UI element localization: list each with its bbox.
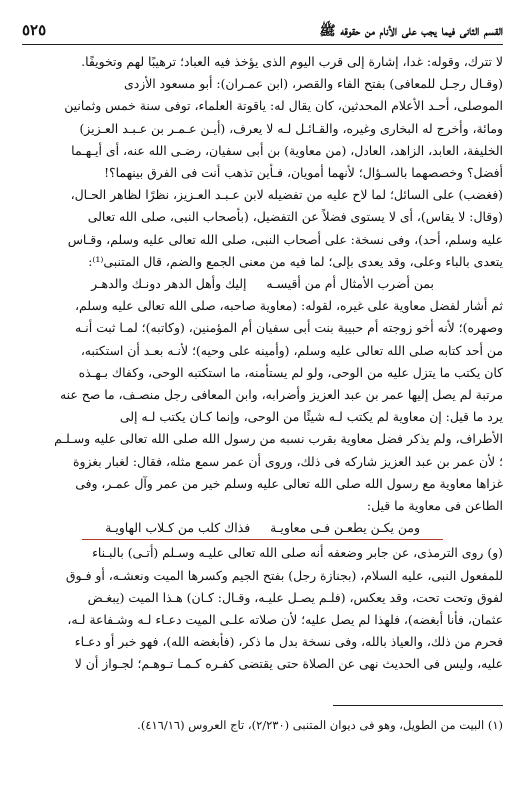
verse-hemistich-left: إليك وأهل الدهر دونـك والدهـر — [91, 276, 247, 292]
text-line: (وقال: لا يقاس)، أى لا يستوى فضلاً عن التفضيل، (بأصحاب النبى، صلى الله تعالى — [87, 209, 503, 225]
verse-hemistich-right: ومن يكـن يطعـن فـى معاويـة — [270, 520, 420, 536]
text-line: الموصلى، أحـد الأعلام المحدثين، كان يقال له: ياقوتة العلماء، توفى سنة خمس وثمانين — [64, 98, 503, 114]
text-line: فحرم من ذلك، والعياذ بالله، وفى نسخة بدل ما ذكر، (فأبغضه الله)، فهو خبر أو دعـاء — [74, 634, 503, 650]
main-text — [22, 51, 503, 676]
header-rule — [22, 44, 503, 45]
verse-hemistich-right: بمن أضرب الأمثال أم من أقيسـه — [266, 276, 434, 292]
text-line: للمفعول النبى، عليه السلام، (بجنازة رجل) بفتح الجيم وكسرها الميت ونعشـه، أو فـوق — [65, 567, 503, 583]
text-line: يتعدى بالباء وعلى، وقد يعدى بإلى؛ لما فيه من معنى الجمع والضم، قال المتنبى⁽¹⁾: — [88, 253, 503, 269]
text-line: (فغضب) على السائل؛ لما لاح عليه من تفضيله لابن عـبـد العـزيز، نظرًا لظاهر الحـال، — [70, 187, 503, 203]
verse-hemistich-left: فذاك كلب من كـلاب الهاويـة — [105, 520, 251, 536]
footnotes — [22, 705, 503, 734]
text-line: الأطراف، ولم يذكر فضل معاوية بقرب نسبه من رسول الله صلى الله تعالى عليه وسـلـم — [54, 431, 503, 447]
running-header — [22, 20, 503, 41]
text-line: الخليفة، العابد، الزاهد، العادل، (من معاوية) بن أبى سفيان، رضـى الله عنه، أى أيـهـما — [71, 142, 503, 158]
text-line: عليه، وليس فى الحديث نهى عن الصلاة حتى يقتضى كفـره كـمـا تـوهـم؛ لجـواز أن لا — [74, 656, 503, 672]
text-line: عليه وسلم، أحد)، وفى نسخة: على أصحاب النبى، صلى الله تعالى عليه وسلم، وقـاس — [67, 231, 503, 247]
footnote: (١) البيت من الطويل، وهو فى ديوان المتنبى (٢/٢٣٠)، تاج العروس (٤١٦/١٦). — [137, 718, 503, 732]
text-line: الطاعن فى معاوية ما قيل: — [366, 498, 503, 514]
text-line: (و) روى الترمذى، عن جابر وضعفه أنه صلى الله تعالى عليـه وسـلم (أتـى) بالبـناء — [92, 545, 503, 561]
poetry-verse — [22, 273, 503, 295]
text-line: غزاها معاوية مع رسول الله صلى الله تعالى عليه وسلم خير من عمر وآل عمـر، وفى — [75, 475, 503, 491]
text-line: كان يكتب ما يتزل عليه من الوحى، ولو لم يستأمنه، ما استكتبه الوحى، وكفاك بـهـذه — [78, 364, 503, 380]
page-number: ٥٢٥ — [22, 21, 47, 39]
running-title: القسم الثانى فيما يجب على الأنام من حقوقه ﷺ — [319, 23, 503, 39]
text-line: ومائة، وأخرج له البخارى وغيره، والقـائـل لـه لا يعرف، (أيـن عـمـر بن عـبـد العـزيز) — [79, 120, 503, 136]
footnote-rule — [333, 705, 503, 706]
text-line: يرد ما قيل: إن معاوية لم يكتب لـه شيئًا من الوحى، وإنما كـان يكتب لـه إلى — [119, 409, 503, 425]
poetry-verse — [82, 517, 443, 540]
text-line: وصهره)؛ لأنه أخو زوجته أم حبيبة بنت أبى سفيان أم المؤمنين، (وكاتبه)؛ لمـا ثبت أنـه — [75, 320, 503, 336]
text-line: لا تترك، وقوله: غدا، إشارة إلى قرب اليوم الذى يؤخذ فيه العباد؛ ترهيبًا لهم وتخويفًا. — [81, 54, 503, 69]
text-line: مرتبة لم يصل إليها عمر بن عبد العزيز وأضرابه، وابن المعافى رجل منصـف، ما صح عنه — [60, 387, 503, 403]
text-line: ؛ لأن عمر بن عبد العزيز شاركه فى ذلك، وروى أن عمر سمع مثله، فقال: لغبار بغزوة — [73, 453, 503, 469]
text-line: أفضل؟ وخصصهما بالسـؤال؛ لأنهما أمويان، فـأين تذهب أنت فى الفرق بينهما؟! — [104, 165, 503, 181]
text-line: لفوق وتحت تحت، وقد يعكس، (فلـم يصـل عليـه، وقـال: كـان) هـذا الميت (يبغـض — [87, 589, 503, 605]
text-line: ثم أشار لفضل معاوية على غيره، لقوله: (معاوية صاحبه، صلى الله تعالى عليه وسلم، — [75, 298, 503, 314]
text-line: عثمان، فأنا أبغضه)، فلهذا لم يصل عليه؛ لأن صلاته علـى الميت دعـاء لـه وشـفاعة لـه، — [67, 612, 503, 628]
text-line: (وقـال رجـل للمعافى) بفتح الفاء والقصر، (ابن عمـران): أبو مسعود الأزدى — [124, 76, 503, 92]
text-line: من أحد كتابه صلى الله تعالى عليه وسلم، (وأمينه على وحيه)؛ لأنـه بعـد أن استكتبه، — [80, 342, 503, 358]
